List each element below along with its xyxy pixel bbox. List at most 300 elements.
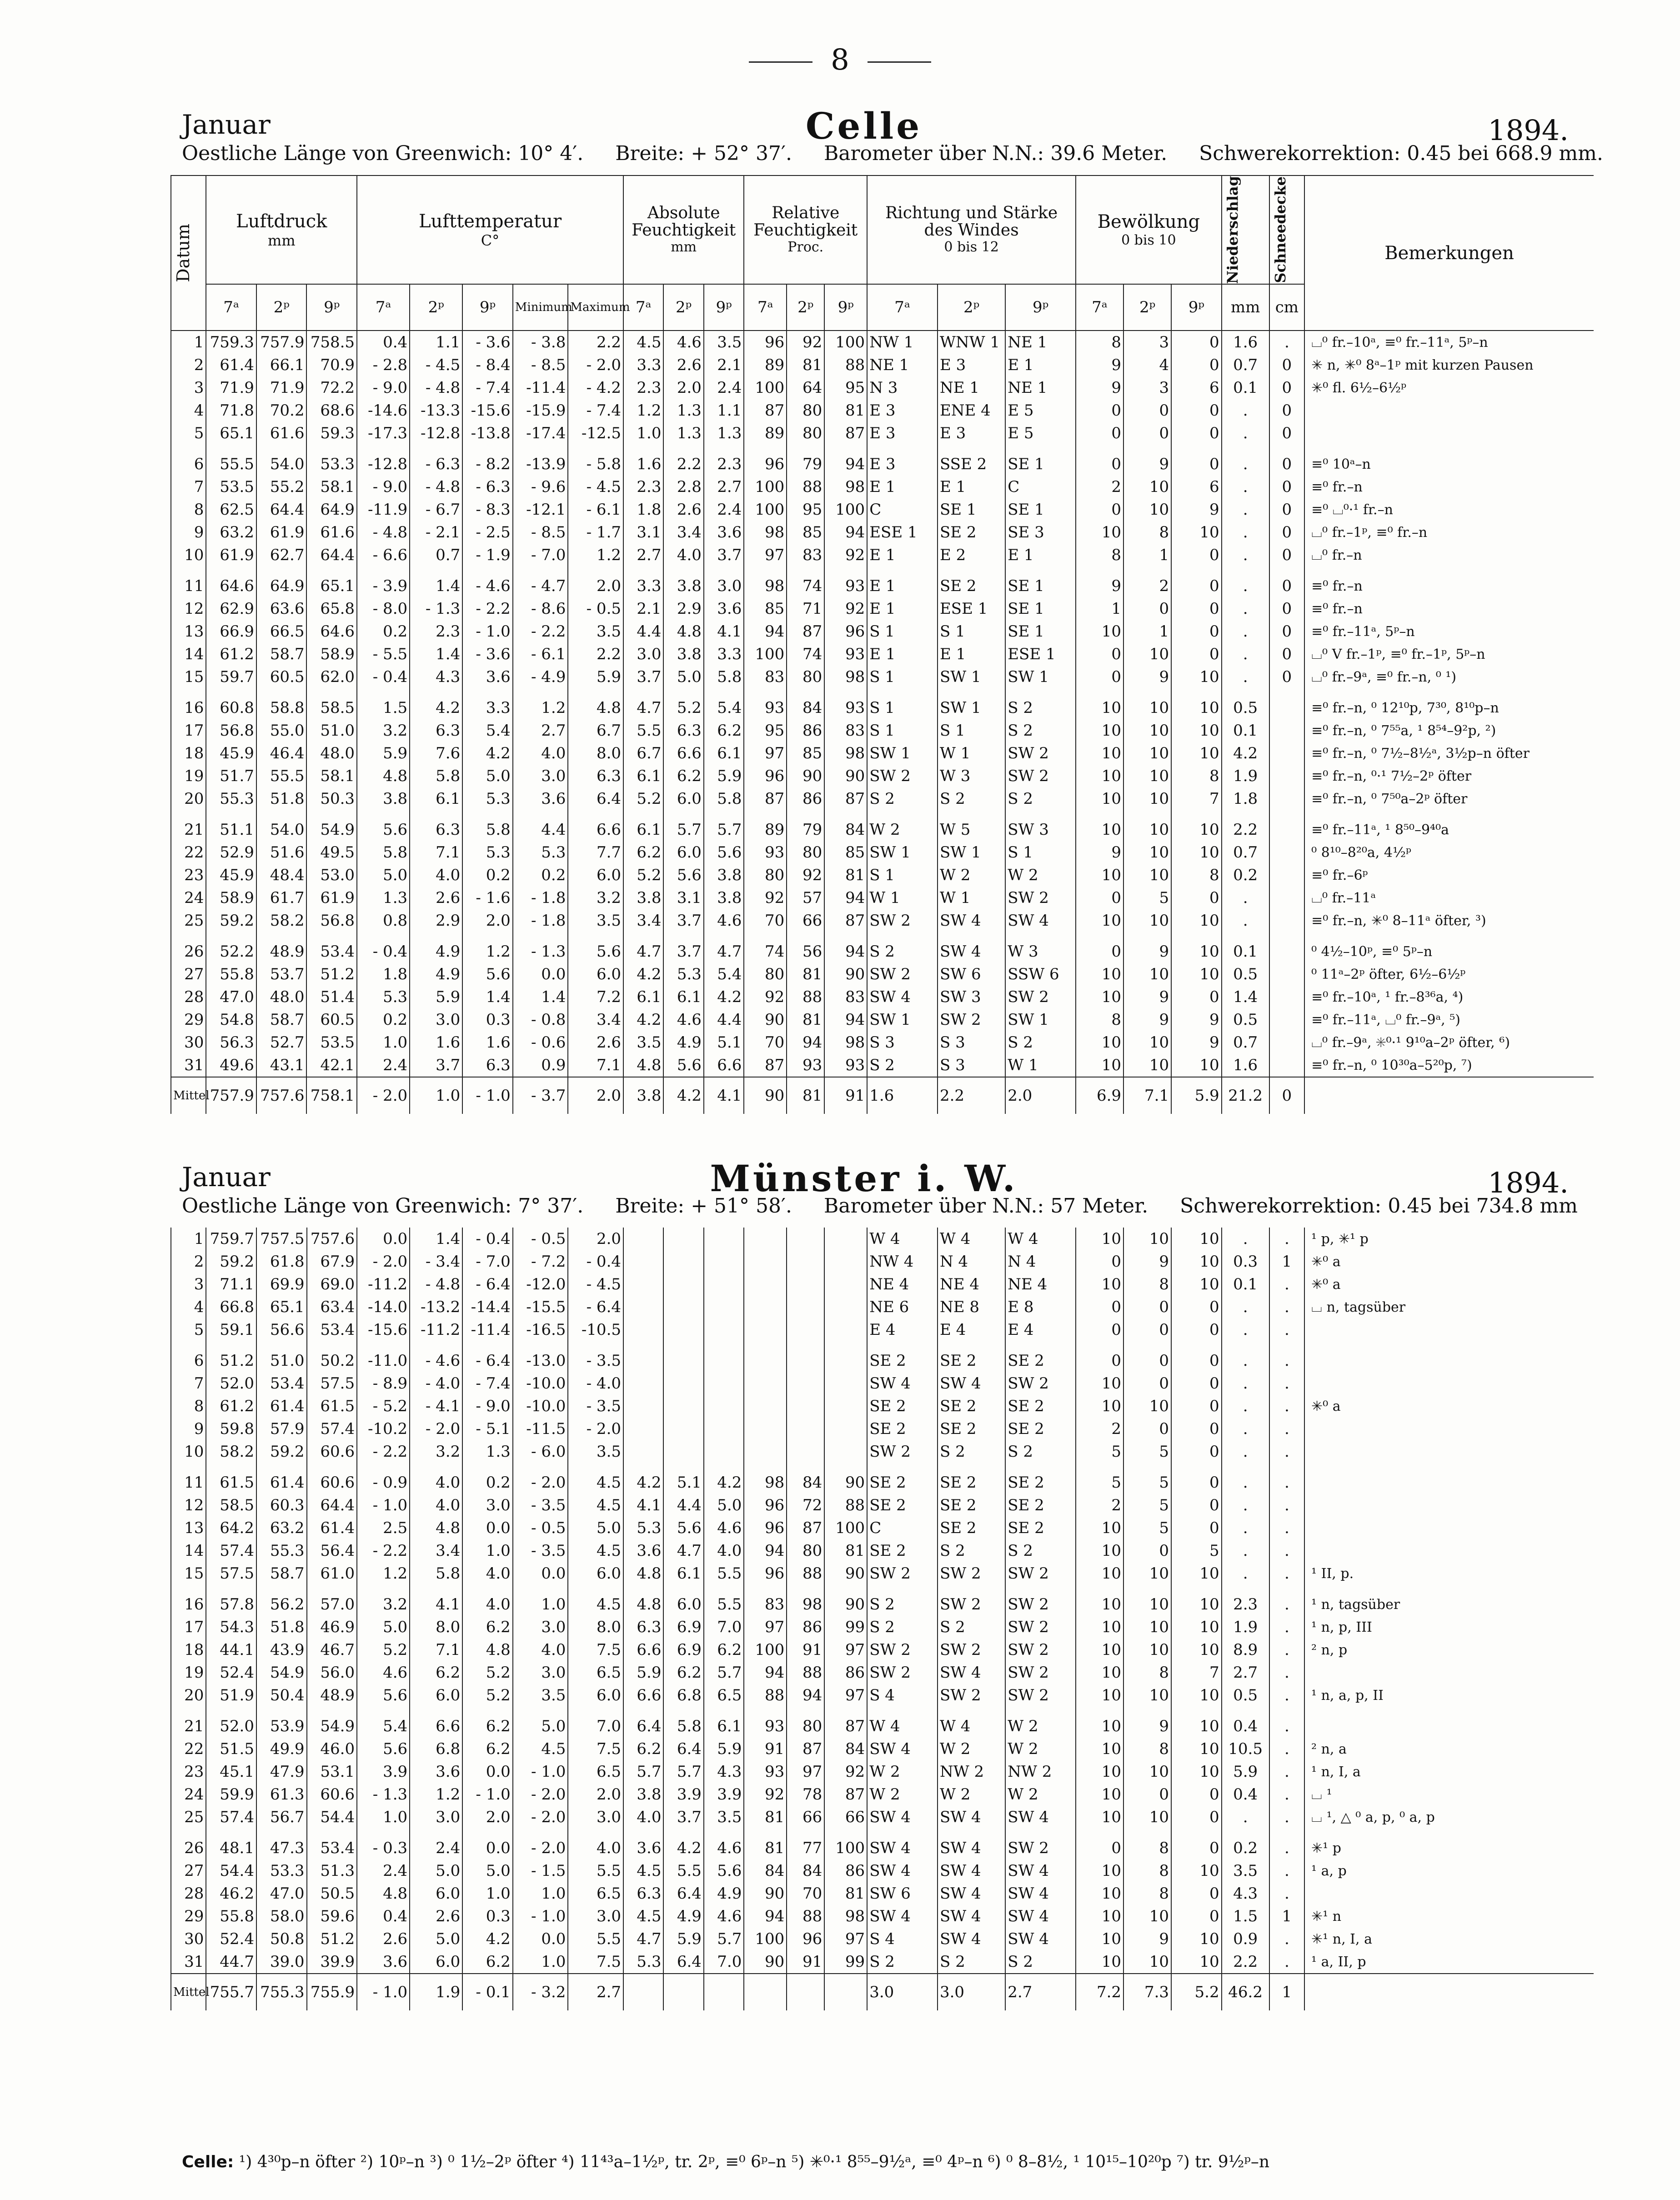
table-cell: 10 <box>1171 1250 1222 1273</box>
table-cell: 6.9 <box>1076 1077 1123 1114</box>
table-cell: 4.8 <box>410 1517 462 1539</box>
table-cell: 59.8 <box>206 1418 256 1440</box>
day-cell: 10 <box>171 1440 206 1463</box>
day-cell: 20 <box>171 787 206 810</box>
table-cell: 2 <box>1076 1418 1123 1440</box>
table-cell: 7.7 <box>568 841 623 864</box>
remark-cell: ¹ n, tagsüber <box>1304 1585 1594 1616</box>
table-cell: 5.3 <box>357 986 410 1008</box>
table-cell: W 2 <box>1005 1738 1076 1760</box>
table-cell: 759.3 <box>206 331 256 354</box>
table-cell: 93 <box>824 688 867 719</box>
table-cell: 10 <box>1123 1684 1171 1707</box>
table-cell: 0 <box>1269 399 1304 422</box>
day-cell: 21 <box>171 810 206 841</box>
table-cell: 9 <box>1123 666 1171 688</box>
table-cell: 6.3 <box>623 1882 663 1905</box>
table-cell: 48.1 <box>206 1829 256 1859</box>
table-cell: 94 <box>824 1008 867 1031</box>
table-cell: 3.5 <box>568 620 623 643</box>
table-cell: 3 <box>1123 331 1171 354</box>
table-cell: 96 <box>744 445 787 476</box>
remark-cell: ✳⁰ a <box>1304 1273 1594 1296</box>
table-cell: -14.4 <box>462 1296 513 1318</box>
table-cell: 9 <box>1076 354 1123 376</box>
table-cell: - 5.2 <box>357 1395 410 1418</box>
header-bemerkungen: Bemerkungen <box>1304 175 1594 331</box>
table-cell: 4.5 <box>623 1859 663 1882</box>
table-cell: 0.4 <box>1222 1783 1269 1806</box>
table-cell: 7.5 <box>568 1950 623 1974</box>
table-cell <box>787 1228 824 1250</box>
table-cell: S 2 <box>1005 1031 1076 1054</box>
table-cell: 61.2 <box>206 1395 256 1418</box>
table-cell <box>1269 1054 1304 1077</box>
table-cell: . <box>1269 1341 1304 1372</box>
table-cell: 63.6 <box>256 597 307 620</box>
table-cell: SW 1 <box>1005 666 1076 688</box>
table-cell: 10 <box>1076 1372 1123 1395</box>
table-cell: - 9.6 <box>513 476 568 498</box>
table-cell: W 2 <box>867 1760 938 1783</box>
day-cell: 29 <box>171 1905 206 1928</box>
table-cell: 0.2 <box>357 1008 410 1031</box>
table-cell: S 2 <box>867 932 938 963</box>
table-cell: 61.2 <box>206 643 256 666</box>
table-cell: 8.9 <box>1222 1639 1269 1661</box>
table-cell: 5 <box>1171 1539 1222 1562</box>
table-cell: E 8 <box>1005 1296 1076 1318</box>
table-cell: 5.9 <box>1171 1077 1222 1114</box>
table-cell: NE 1 <box>1005 376 1076 399</box>
table-cell: SE 2 <box>867 1539 938 1562</box>
table-row <box>171 864 1594 887</box>
table-cell: 53.5 <box>206 476 256 498</box>
table-cell: 81 <box>744 1806 787 1829</box>
table-cell: 6 <box>1171 476 1222 498</box>
table-cell: 81 <box>744 1829 787 1859</box>
table-cell: 2.4 <box>410 1829 462 1859</box>
table-cell: 0.5 <box>1222 963 1269 986</box>
table-cell: 5.9 <box>663 1928 703 1950</box>
table-row <box>171 331 1594 354</box>
table-cell: 56.6 <box>256 1318 307 1341</box>
table-cell: 3.7 <box>623 666 663 688</box>
table-cell: 3.0 <box>410 1008 462 1031</box>
table-cell: 5.6 <box>663 864 703 887</box>
celle-rows <box>171 331 1594 1114</box>
table-cell: 61.9 <box>256 521 307 544</box>
day-cell: 15 <box>171 1562 206 1585</box>
table-cell: 55.3 <box>256 1539 307 1562</box>
table-cell: SW 1 <box>1005 1008 1076 1031</box>
table-cell: 6.0 <box>568 1684 623 1707</box>
table-cell <box>824 1372 867 1395</box>
table-row <box>171 1031 1594 1054</box>
table-cell: 6.2 <box>410 1661 462 1684</box>
table-cell: 1.3 <box>663 422 703 445</box>
hdr-t9: 9ᵖ <box>462 284 513 331</box>
table-cell: 0 <box>1171 887 1222 909</box>
table-cell: 58.9 <box>306 643 357 666</box>
table-cell: 86 <box>787 719 824 742</box>
remark-cell: ✳¹ n, I, a <box>1304 1928 1594 1950</box>
table-cell: 6.4 <box>568 787 623 810</box>
remark-cell: ⁰ 4½–10ᵖ, ≡⁰ 5ᵖ–n <box>1304 932 1594 963</box>
table-cell: 57.4 <box>206 1539 256 1562</box>
table-cell: . <box>1269 1639 1304 1661</box>
table-row <box>171 1806 1594 1829</box>
table-cell: 83 <box>824 719 867 742</box>
table-cell: 8 <box>1171 765 1222 787</box>
table-cell: 9 <box>1123 932 1171 963</box>
table-cell <box>1269 742 1304 765</box>
table-cell: E 3 <box>938 354 1005 376</box>
table-cell: 10 <box>1123 643 1171 666</box>
table-cell: NE 4 <box>867 1273 938 1296</box>
remark-cell: ¹ a, II, p <box>1304 1950 1594 1974</box>
table-cell: 100 <box>744 476 787 498</box>
table-cell: -12.5 <box>568 422 623 445</box>
remark-cell <box>1304 399 1594 422</box>
table-cell: NW 2 <box>938 1760 1005 1783</box>
table-cell: 6.5 <box>568 1760 623 1783</box>
table-cell: 8 <box>1123 1859 1171 1882</box>
remark-cell: ¹ n, I, a <box>1304 1760 1594 1783</box>
table-cell: . <box>1222 1228 1269 1250</box>
day-cell: 28 <box>171 986 206 1008</box>
hdr-n-unit: mm <box>1222 284 1269 331</box>
table-cell: 88 <box>744 1684 787 1707</box>
table-cell: 51.1 <box>206 810 256 841</box>
table-cell: 1.0 <box>410 1077 462 1114</box>
table-cell: 0.0 <box>513 1928 568 1950</box>
hdr-t2: 2ᵖ <box>410 284 462 331</box>
table-cell: . <box>1269 1418 1304 1440</box>
table-cell: 5.6 <box>704 841 744 864</box>
table-row <box>171 887 1594 909</box>
table-cell: 3.3 <box>462 688 513 719</box>
table-cell: 7.1 <box>410 1639 462 1661</box>
table-cell: 4.8 <box>357 765 410 787</box>
table-cell: 0 <box>1123 1341 1171 1372</box>
table-cell: 39.0 <box>256 1950 307 1974</box>
table-cell: 1.3 <box>704 422 744 445</box>
table-cell: S 2 <box>938 1539 1005 1562</box>
table-cell: 63.2 <box>206 521 256 544</box>
table-cell: 4.0 <box>410 1494 462 1517</box>
table-cell: 5.7 <box>663 810 703 841</box>
table-cell: 2.7 <box>704 476 744 498</box>
table-row <box>171 742 1594 765</box>
table-cell: 3.4 <box>663 521 703 544</box>
table-cell: E 3 <box>867 399 938 422</box>
hdr-r2: 2ᵖ <box>787 284 824 331</box>
table-cell: 80 <box>787 399 824 422</box>
table-cell: 10 <box>1171 909 1222 932</box>
table-cell: 10 <box>1123 909 1171 932</box>
table-cell: 4.1 <box>704 1077 744 1114</box>
table-row <box>171 1418 1594 1440</box>
table-cell: 5.0 <box>704 1494 744 1517</box>
table-cell: 10 <box>1123 1228 1171 1250</box>
table-cell: 4.0 <box>568 1829 623 1859</box>
table-cell: 6.5 <box>568 1661 623 1684</box>
table-cell: SW 4 <box>1005 1905 1076 1928</box>
remark-cell: ≡⁰ fr.–11ᵃ, ¹ 8⁵⁰–9⁴⁰a <box>1304 810 1594 841</box>
table-cell: 5.6 <box>357 810 410 841</box>
table-cell: 100 <box>824 331 867 354</box>
table-row <box>171 376 1594 399</box>
table-cell: 87 <box>787 1517 824 1539</box>
table-cell: -15.6 <box>357 1318 410 1341</box>
table-cell: 5.5 <box>704 1585 744 1616</box>
table-cell: 96 <box>824 620 867 643</box>
table-cell: 3.6 <box>623 1539 663 1562</box>
table-cell: -11.2 <box>410 1318 462 1341</box>
table-cell: 2.0 <box>568 1783 623 1806</box>
hdr-p2: 2ᵖ <box>256 284 307 331</box>
table-cell: - 1.5 <box>513 1859 568 1882</box>
table-cell: 6.3 <box>568 765 623 787</box>
table-cell: SW 2 <box>867 1440 938 1463</box>
table-cell: 2.1 <box>704 354 744 376</box>
remark-cell <box>1304 1539 1594 1562</box>
table-cell: - 0.4 <box>357 932 410 963</box>
table-cell: 10 <box>1076 1950 1123 1974</box>
table-cell: S 1 <box>867 666 938 688</box>
table-cell: 4.9 <box>410 963 462 986</box>
table-cell: W 2 <box>938 864 1005 887</box>
table-cell: 5.0 <box>410 1928 462 1950</box>
table-cell: 5.6 <box>663 1517 703 1539</box>
table-cell: S 1 <box>1005 841 1076 864</box>
table-cell: 4.5 <box>623 1905 663 1928</box>
table-cell: 99 <box>824 1616 867 1639</box>
table-cell: 90 <box>824 963 867 986</box>
remark-cell: ⌴⁰ fr.–n <box>1304 544 1594 566</box>
hdr-b7: 7ᵃ <box>1076 284 1123 331</box>
table-cell: 10 <box>1171 1054 1222 1077</box>
remark-cell <box>1304 1974 1594 2010</box>
table-cell: 0.1 <box>1222 1273 1269 1296</box>
table-cell: 72 <box>787 1494 824 1517</box>
table-cell: 0 <box>1171 1517 1222 1539</box>
day-cell: 17 <box>171 719 206 742</box>
table-cell: 1.8 <box>357 963 410 986</box>
table-cell: W 1 <box>938 887 1005 909</box>
table-cell: 6.4 <box>623 1707 663 1738</box>
header-schneedecke: Schneedecke <box>1269 175 1304 284</box>
table-cell: 98 <box>824 1905 867 1928</box>
table-cell: -15.9 <box>513 399 568 422</box>
header-datum: Datum <box>171 175 206 331</box>
table-cell: 3.7 <box>663 1806 703 1829</box>
table-cell: SW 2 <box>938 1008 1005 1031</box>
table-cell: SE 2 <box>938 1418 1005 1440</box>
table-cell: 5.0 <box>410 1859 462 1882</box>
day-cell: 17 <box>171 1616 206 1639</box>
table-cell: 0.2 <box>1222 1829 1269 1859</box>
table-cell: 86 <box>824 1661 867 1684</box>
table-cell: 4.7 <box>623 932 663 963</box>
table-cell: -15.5 <box>513 1296 568 1318</box>
table-cell: 0.2 <box>357 620 410 643</box>
table-cell: 4.0 <box>513 1639 568 1661</box>
table-cell: 10 <box>1076 787 1123 810</box>
table-cell: 98 <box>787 1585 824 1616</box>
table-cell: - 5.8 <box>568 445 623 476</box>
table-cell: 87 <box>824 422 867 445</box>
table-cell: 8 <box>1076 1008 1123 1031</box>
table-cell: SW 2 <box>1005 1684 1076 1707</box>
table-row <box>171 1760 1594 1783</box>
table-cell: 59.2 <box>206 909 256 932</box>
table-cell: 60.6 <box>307 1440 357 1463</box>
table-cell <box>744 1318 787 1341</box>
table-cell: 46.2 <box>1222 1974 1269 2010</box>
table-cell: 4.2 <box>462 1928 513 1950</box>
table-cell: 51.2 <box>306 963 357 986</box>
table-cell: 7.5 <box>568 1738 623 1760</box>
table-cell: - 2.1 <box>410 521 462 544</box>
day-cell: 28 <box>171 1882 206 1905</box>
table-cell: -13.3 <box>410 399 462 422</box>
table-cell: 5.4 <box>704 963 744 986</box>
table-row <box>171 1395 1594 1418</box>
table-cell: 1.6 <box>462 1031 513 1054</box>
table-cell: S 2 <box>938 1616 1005 1639</box>
table-cell: 7 <box>1171 787 1222 810</box>
remark-cell <box>1304 1341 1594 1372</box>
table-cell: 6.3 <box>410 810 462 841</box>
table-cell: 10 <box>1171 1562 1222 1585</box>
table-cell: E 1 <box>938 643 1005 666</box>
table-cell <box>787 1395 824 1418</box>
table-cell: 6.6 <box>623 1639 663 1661</box>
table-cell: 10 <box>1123 498 1171 521</box>
table-cell: 8 <box>1123 521 1171 544</box>
table-cell: - 2.0 <box>357 1077 410 1114</box>
table-cell: E 1 <box>867 476 938 498</box>
table-cell: 4.8 <box>623 1585 663 1616</box>
table-cell: 0 <box>1171 1905 1222 1928</box>
table-cell: . <box>1269 1440 1304 1463</box>
table-cell: 10 <box>1123 1950 1171 1974</box>
table-cell: 45.9 <box>206 742 256 765</box>
table-cell: 10 <box>1076 909 1123 932</box>
table-cell: 2.6 <box>410 1905 462 1928</box>
table-row <box>171 399 1594 422</box>
remark-cell: ✳⁰ fl. 6½–6½ᵖ <box>1304 376 1594 399</box>
remark-cell: ¹ n, p, III <box>1304 1616 1594 1639</box>
table-cell <box>704 1296 744 1318</box>
table-cell <box>623 1974 663 2010</box>
table-cell: 5.8 <box>663 1707 703 1738</box>
table-cell: 10 <box>1123 1562 1171 1585</box>
table-cell: N 4 <box>938 1250 1005 1273</box>
table-cell <box>1269 1008 1304 1031</box>
table-cell: 6.4 <box>663 1950 703 1974</box>
table-cell: 6.8 <box>410 1738 462 1760</box>
table-cell: - 6.4 <box>568 1296 623 1318</box>
table-cell: 10 <box>1171 521 1222 544</box>
table-cell: - 2.0 <box>513 1463 568 1494</box>
table-cell: N 4 <box>1005 1250 1076 1273</box>
table-cell: 53.7 <box>256 963 307 986</box>
table-cell: 7 <box>1171 1661 1222 1684</box>
table-row <box>171 1783 1594 1806</box>
table-cell: 1.0 <box>623 422 663 445</box>
table-cell: 10 <box>1123 1054 1171 1077</box>
table-cell: 62.7 <box>256 544 307 566</box>
table-cell: 9 <box>1076 376 1123 399</box>
table-cell: . <box>1222 620 1269 643</box>
table-cell: 93 <box>824 643 867 666</box>
table-cell: - 1.3 <box>357 1783 410 1806</box>
table-cell: 8.0 <box>410 1616 462 1639</box>
table-cell <box>623 1273 663 1296</box>
table-cell: 71.9 <box>256 376 307 399</box>
table-cell: 5.6 <box>704 1859 744 1882</box>
table-cell: 58.7 <box>256 1008 307 1031</box>
table-cell: 2.4 <box>357 1859 410 1882</box>
day-cell: 5 <box>171 1318 206 1341</box>
table-cell: 6.2 <box>462 1707 513 1738</box>
table-cell: 94 <box>824 521 867 544</box>
table-cell: 4.5 <box>568 1463 623 1494</box>
table-cell: 66 <box>787 909 824 932</box>
remark-cell: ⁰ 11ᵃ–2ᵖ öfter, 6½–6½ᵖ <box>1304 963 1594 986</box>
table-cell: 1.4 <box>1222 986 1269 1008</box>
remark-cell: ¹ p, ✳¹ p <box>1304 1228 1594 1250</box>
table-cell: 56.2 <box>256 1585 307 1616</box>
table-cell: 10 <box>1171 1859 1222 1882</box>
table-cell: 54.4 <box>206 1859 256 1882</box>
table-cell: 56 <box>787 932 824 963</box>
table-cell: 6.2 <box>663 1661 703 1684</box>
table-cell: 10 <box>1123 810 1171 841</box>
table-cell <box>623 1228 663 1250</box>
table-cell: SW 2 <box>1005 1616 1076 1639</box>
table-cell <box>787 1341 824 1372</box>
table-cell: 5.8 <box>704 666 744 688</box>
table-row <box>171 688 1594 719</box>
table-cell: . <box>1222 666 1269 688</box>
table-cell: 0 <box>1269 544 1304 566</box>
table-row <box>171 354 1594 376</box>
table-cell: 2.4 <box>704 376 744 399</box>
table-row <box>171 1250 1594 1273</box>
table-cell: SW 2 <box>867 765 938 787</box>
table-cell <box>744 1974 787 2010</box>
table-cell: 3.2 <box>357 1585 410 1616</box>
table-cell: 4.5 <box>568 1585 623 1616</box>
day-cell: 22 <box>171 1738 206 1760</box>
page-number: 8 <box>0 43 1680 77</box>
table-cell: 4.1 <box>410 1585 462 1616</box>
footnotes: Celle: ¹) 4³⁰p–n öfter ²) 10ᵖ–n ³) ⁰ 1½–2ᵖ öfter ⁴) 11⁴³a–1½ᵖ, tr. 2ᵖ, ≡⁰ 6ᵖ–n ⁵) ✳⁰·¹ 8⁵⁵–9½ᵃ, ≡⁰ 4ᵖ–n ⁶) ⁰ 8–8½, ¹ 10¹⁵–10²⁰p ⁷) tr. 9½ᵖ–n <box>182 2153 1270 2171</box>
table-cell: - 6.1 <box>568 498 623 521</box>
table-cell: . <box>1269 1463 1304 1494</box>
table-cell: . <box>1269 1517 1304 1539</box>
table-cell: 0 <box>1171 1440 1222 1463</box>
table-cell: 8 <box>1123 1273 1171 1296</box>
table-cell: . <box>1222 1341 1269 1372</box>
day-cell: 22 <box>171 841 206 864</box>
table-cell: 3.1 <box>663 887 703 909</box>
remark-cell: ✳⁰ a <box>1304 1250 1594 1273</box>
